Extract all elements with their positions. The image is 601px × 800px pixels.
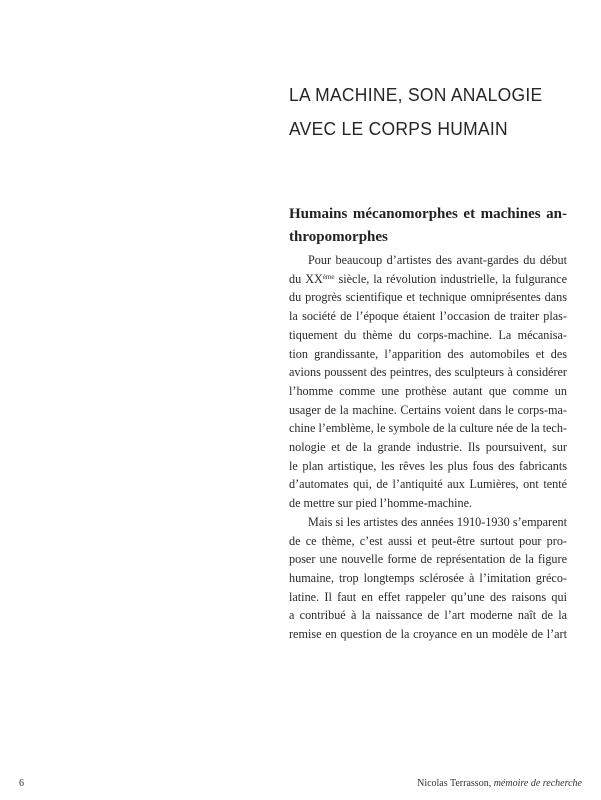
text-fragment: siècle, la révolution industrielle, la fulgurance: [338, 271, 568, 286]
text-line: le plan artistique, les rêves les plus fous des fabricants: [289, 458, 567, 473]
text-line: du progrès scientifique et technique omniprésentes dans: [289, 290, 567, 305]
text-line: tiquement du thème du corps-machine. La mécanisa-: [289, 327, 567, 342]
section-title: [289, 203, 567, 249]
footer-work-title: mémoire de recherche: [493, 778, 582, 789]
text-line: de mettre sur pied l’homme-machine.: [289, 496, 473, 511]
text-line: a contribué à la naissance de l’art moderne naît de la: [289, 608, 567, 623]
section-title-line: thropomorphes: [289, 229, 388, 245]
chapter-title: [289, 78, 580, 146]
text-line: [289, 270, 567, 289]
text-line: de ce thème, c’est aussi et peut-être surtout pour pro-: [289, 533, 567, 548]
section-title-line: Humains mécanomorphes et machines an-: [289, 206, 567, 222]
paragraph: [289, 513, 567, 644]
text-fragment: du XX: [289, 271, 323, 286]
page-number: 6: [19, 778, 24, 789]
chapter-title-line: AVEC LE CORPS HUMAIN: [289, 119, 508, 139]
running-footer: [417, 778, 582, 789]
text-line: d’automates qui, de l’antiquité aux Lumières, ont tenté: [289, 477, 567, 492]
text-line: chine l’emblème, le symbole de la culture née de la tech-: [289, 421, 567, 436]
text-line: la société de l’époque étaient l’occasion de traiter plas-: [289, 309, 567, 324]
text-line: avions poussent des peintres, des sculpteurs à considérer: [289, 365, 567, 380]
text-line: latine. Il faut en effet rappeler qu’une des raisons qui: [289, 589, 567, 604]
text-line: remise en question de la croyance en un modèle de l’art: [289, 627, 567, 642]
text-line: l’homme comme une prothèse autant que comme un: [289, 383, 567, 398]
superscript: ème: [322, 272, 335, 281]
chapter-title-line: LA MACHINE, SON ANALOGIE: [289, 85, 543, 105]
paragraph: [289, 251, 567, 513]
text-line: nologie et de la grande industrie. Ils poursuivent, sur: [289, 440, 567, 455]
text-line: Mais si les artistes des années 1910-1930 s’emparent: [308, 514, 567, 529]
text-line: poser une nouvelle forme de représentation de la figure: [289, 552, 567, 567]
text-line: humaine, trop longtemps sclérosée à l’imitation gréco-: [289, 570, 567, 585]
text-line: usager de la machine. Certains voient dans le corps-ma-: [289, 402, 567, 417]
body-text: [289, 251, 567, 644]
footer-author: Nicolas Terrasson,: [417, 778, 492, 789]
text-line: tion grandissante, l’apparition des automobiles et des: [289, 346, 567, 361]
text-line: Pour beaucoup d’artistes des avant-gardes du début: [308, 253, 567, 267]
